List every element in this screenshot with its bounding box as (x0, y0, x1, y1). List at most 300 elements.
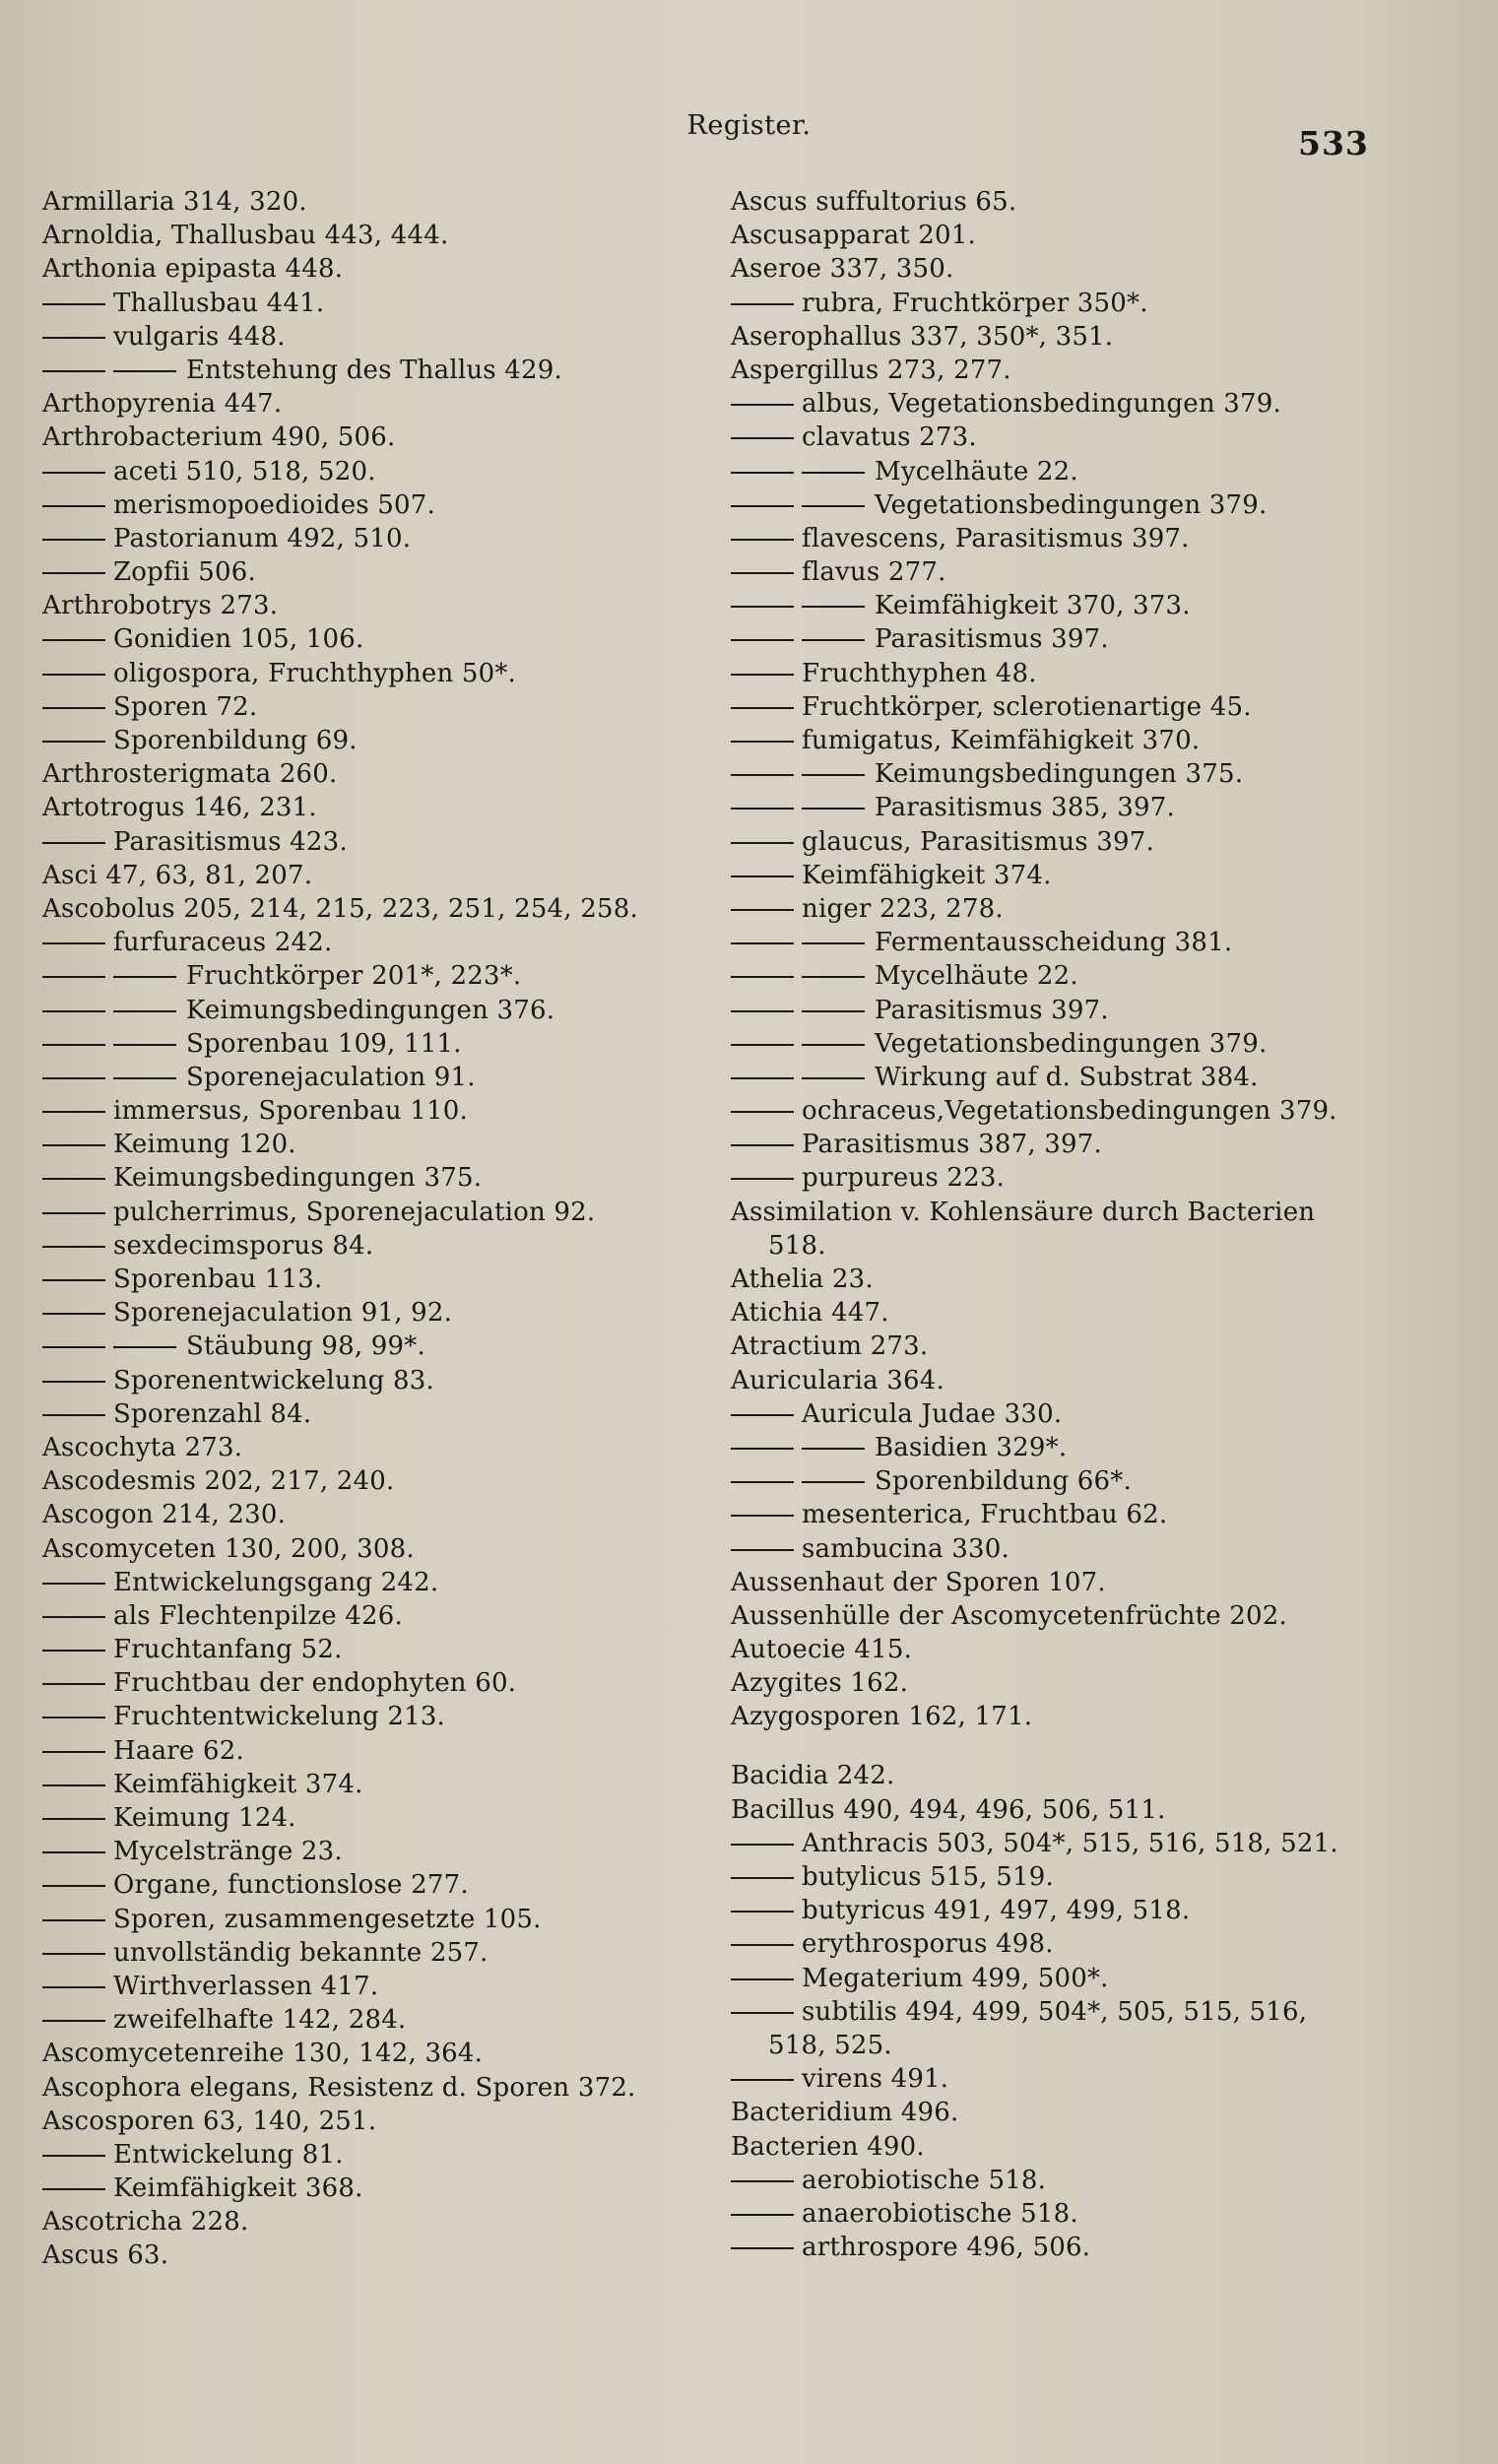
repeat-dash (802, 976, 865, 978)
index-entry (42, 657, 722, 690)
index-entry (731, 1431, 1479, 1464)
entry-text: niger 223, 278. (802, 893, 1004, 924)
index-entry (731, 1196, 1479, 1229)
entry-text: Keimfähigkeit 374. (802, 860, 1052, 890)
index-entry (731, 488, 1479, 522)
index-entry (42, 825, 722, 859)
repeat-dash (42, 1953, 105, 1955)
entry-text: Megaterium 499, 500*. (802, 1963, 1109, 1993)
entry-text: Sporenejaculation 91. (186, 1062, 476, 1092)
index-entry (731, 1161, 1479, 1195)
entry-text: flavescens, Parasitismus 397. (802, 523, 1190, 553)
entry-text: Pastorianum 492, 510. (113, 523, 412, 553)
entry-text: Gonidien 105, 106. (113, 624, 364, 655)
right-column (731, 185, 1479, 2264)
entry-text: ochraceus,Vegetationsbedingungen 379. (802, 1096, 1337, 1127)
entry-text: Ascogon 214, 230. (42, 1500, 287, 1530)
index-entry (42, 1196, 722, 1229)
left-column (42, 185, 722, 2273)
index-entry (731, 455, 1479, 488)
entry-text: oligospora, Fruchthyphen 50*. (113, 658, 517, 688)
index-entry (42, 1734, 722, 1768)
index-entry (42, 1835, 722, 1868)
index-entry (731, 1464, 1479, 1498)
repeat-dash (731, 741, 794, 743)
index-entry (731, 1229, 1479, 1263)
repeat-dash (731, 1414, 794, 1416)
index-entry (42, 959, 722, 993)
index-entry (42, 2172, 722, 2205)
index-entry (42, 1903, 722, 1936)
entry-text: Haare 62. (113, 1735, 244, 1766)
entry-text: rubra, Fruchtkörper 350*. (802, 288, 1148, 318)
index-entry (42, 1161, 722, 1195)
index-entry (42, 926, 722, 959)
entry-text: Keimfähigkeit 370, 373. (875, 591, 1191, 621)
entry-text: Azygosporen 162, 171. (731, 1702, 1033, 1732)
repeat-dash (42, 1381, 105, 1383)
index-entry (731, 724, 1479, 757)
repeat-dash (42, 1616, 105, 1618)
index-entry (731, 1633, 1479, 1666)
repeat-dash (731, 572, 794, 574)
index-entry (731, 1263, 1479, 1296)
index-entry (42, 488, 722, 522)
index-entry (731, 959, 1479, 993)
repeat-dash (42, 505, 105, 507)
index-entry (731, 2062, 1479, 2096)
index-entry (731, 994, 1479, 1027)
entry-text: Fermentausscheidung 381. (875, 928, 1233, 958)
index-entry (42, 1936, 722, 1970)
running-header: Register. (686, 110, 812, 141)
repeat-dash (42, 1313, 105, 1315)
repeat-dash (42, 1784, 105, 1786)
entry-text: Ascophora elegans, Resistenz d. Sporen 372. (42, 2072, 636, 2103)
index-entry (42, 354, 722, 387)
index-entry (42, 219, 722, 252)
page-number: 533 (1298, 124, 1369, 162)
entry-text: Fruchthyphen 48. (802, 658, 1037, 688)
repeat-dash (802, 505, 865, 507)
repeat-dash (802, 472, 865, 474)
repeat-dash (42, 976, 105, 978)
repeat-dash (42, 639, 105, 641)
index-entry (42, 252, 722, 286)
index-entry (42, 1768, 722, 1801)
index-entry (731, 1128, 1479, 1161)
repeat-dash (42, 1851, 105, 1853)
entry-text: Aseroe 337, 350. (731, 254, 954, 285)
entry-text: Auricularia 364. (731, 1365, 944, 1395)
entry-text: Ascus suffultorius 65. (731, 187, 1017, 217)
repeat-dash (731, 1515, 794, 1517)
entry-text: Parasitismus 423. (113, 826, 348, 857)
index-entry (731, 1827, 1479, 1860)
index-entry (731, 2231, 1479, 2264)
index-entry (731, 926, 1479, 959)
repeat-dash (42, 2155, 105, 2157)
index-entry (42, 421, 722, 454)
index-entry (42, 2205, 722, 2238)
index-entry (42, 522, 722, 555)
repeat-dash (42, 741, 105, 743)
repeat-dash (731, 1944, 794, 1946)
entry-text: clavatus 273. (802, 422, 977, 453)
repeat-dash (42, 1044, 105, 1046)
repeat-dash (731, 639, 794, 641)
entry-text: virens 491. (802, 2064, 949, 2095)
entry-text: Sporenentwickelung 83. (113, 1365, 434, 1395)
repeat-dash (42, 1010, 105, 1012)
entry-text: Atichia 447. (731, 1298, 889, 1329)
index-entry (731, 1498, 1479, 1531)
entry-text: Parasitismus 397. (875, 624, 1109, 655)
index-entry (42, 555, 722, 589)
entry-text: Fruchtentwickelung 213. (113, 1702, 446, 1732)
index-entry (42, 1801, 722, 1835)
repeat-dash (731, 2214, 794, 2216)
repeat-dash (731, 505, 794, 507)
index-entry (731, 1061, 1479, 1094)
repeat-dash (42, 1178, 105, 1180)
repeat-dash (113, 1010, 176, 1012)
entry-text: Vegetationsbedingungen 379. (875, 1028, 1268, 1059)
index-entry (731, 589, 1479, 622)
entry-text: Keimung 120. (113, 1130, 296, 1160)
entry-text: fumigatus, Keimfähigkeit 370. (802, 726, 1201, 755)
entry-text: vulgaris 448. (113, 321, 286, 352)
entry-text: Entwickelungsgang 242. (113, 1567, 439, 1597)
entry-text: zweifelhafte 142, 284. (113, 2005, 407, 2036)
entry-text: Aussenhülle der Ascomycetenfrüchte 202. (731, 1600, 1287, 1631)
repeat-dash (731, 1549, 794, 1551)
repeat-dash (42, 842, 105, 844)
entry-text: Arnoldia, Thallusbau 443, 444. (42, 221, 449, 251)
entry-text: Keimfähigkeit 374. (113, 1769, 363, 1799)
index-entry (42, 1464, 722, 1498)
entry-text: Entwickelung 81. (113, 2139, 344, 2170)
repeat-dash (731, 808, 794, 810)
entry-text: Anthracis 503, 504*, 515, 516, 518, 521. (802, 1828, 1338, 1858)
entry-text: merismopoedioides 507. (113, 489, 435, 520)
repeat-dash (42, 1144, 105, 1146)
entry-text: Ascomyceten 130, 200, 308. (42, 1533, 415, 1564)
repeat-dash (42, 1414, 105, 1416)
index-entry (731, 2130, 1479, 2164)
entry-text: arthrospore 496, 506. (802, 2233, 1091, 2263)
entry-text: Parasitismus 385, 397. (875, 793, 1175, 823)
repeat-dash (731, 437, 794, 439)
entry-text: erythrosporus 498. (802, 1929, 1054, 1960)
entry-text: Artotrogus 146, 231. (42, 793, 317, 823)
entry-text: pulcherrimus, Sporenejaculation 92. (113, 1197, 596, 1227)
index-entry (42, 892, 722, 926)
repeat-dash (731, 1877, 794, 1879)
index-entry (42, 1498, 722, 1531)
entry-text: als Flechtenpilze 426. (113, 1600, 403, 1631)
index-entry (731, 1894, 1479, 1927)
index-entry (731, 354, 1479, 387)
index-entry (731, 1599, 1479, 1633)
index-entry (731, 791, 1479, 824)
repeat-dash (731, 2079, 794, 2081)
entry-text: flavus 277. (802, 557, 946, 588)
repeat-dash (731, 1448, 794, 1450)
index-entry (731, 1364, 1479, 1397)
entry-text: butyricus 491, 497, 499, 518. (802, 1896, 1191, 1926)
entry-text: Basidien 329*. (875, 1432, 1068, 1462)
entry-text: Ascomycetenreihe 130, 142, 364. (42, 2039, 484, 2069)
repeat-dash (731, 707, 794, 709)
repeat-dash (731, 404, 794, 406)
repeat-dash (802, 774, 865, 776)
repeat-dash (731, 606, 794, 608)
repeat-dash (731, 774, 794, 776)
repeat-dash (113, 976, 176, 978)
entry-text: Keimungsbedingungen 375. (113, 1163, 483, 1194)
index-entry (42, 1633, 722, 1666)
index-entry (731, 690, 1479, 724)
repeat-dash (731, 303, 794, 305)
index-entry (731, 555, 1479, 589)
index-entry (42, 287, 722, 320)
index-entry (42, 1970, 722, 2003)
index-entry (42, 2071, 722, 2105)
entry-text: Autoecie 415. (731, 1635, 913, 1665)
repeat-dash (731, 1111, 794, 1113)
index-entry (731, 2029, 1479, 2062)
index-entry (731, 1027, 1479, 1061)
repeat-dash (731, 2247, 794, 2249)
repeat-dash (802, 639, 865, 641)
entry-text: Sporenbau 109, 111. (186, 1028, 462, 1059)
entry-text: Arthrobacterium 490, 506. (42, 422, 396, 453)
index-entry (42, 791, 722, 824)
entry-text: aceti 510, 518, 520. (113, 456, 376, 486)
repeat-dash (731, 1178, 794, 1180)
entry-text: anaerobiotische 518. (802, 2198, 1078, 2229)
repeat-dash (731, 976, 794, 978)
repeat-dash (113, 1077, 176, 1079)
repeat-dash (731, 1077, 794, 1079)
index-entry (42, 2105, 722, 2138)
index-entry (42, 1263, 722, 1296)
repeat-dash (802, 808, 865, 810)
entry-text: Fruchtkörper, sclerotienartige 45. (802, 691, 1252, 722)
index-entry (731, 1860, 1479, 1894)
entry-text: Ascodesmis 202, 217, 240. (42, 1466, 395, 1497)
entry-text: Sporenejaculation 91, 92. (113, 1298, 453, 1329)
index-entry (42, 1868, 722, 1902)
repeat-dash (731, 539, 794, 541)
entry-text: Azygites 162. (731, 1668, 909, 1699)
entry-text: Keimfähigkeit 368. (113, 2173, 363, 2204)
index-entry (731, 1666, 1479, 1700)
index-entry (42, 1397, 722, 1431)
index-entry (42, 724, 722, 757)
entry-text: Zopfii 506. (113, 557, 256, 588)
entry-text: Bacteridium 496. (731, 2098, 959, 2128)
entry-text: Ascusapparat 201. (731, 221, 976, 251)
repeat-dash (731, 1844, 794, 1846)
entry-text: butylicus 515, 519. (802, 1862, 1054, 1892)
index-entry (731, 657, 1479, 690)
entry-text: Ascobolus 205, 214, 215, 223, 251, 254, 258. (42, 893, 638, 924)
index-entry (731, 185, 1479, 219)
repeat-dash (42, 370, 105, 372)
repeat-dash (42, 707, 105, 709)
entry-text: 518. (768, 1230, 826, 1261)
entry-text: Bacillus 490, 494, 496, 506, 511. (731, 1794, 1166, 1825)
index-entry (731, 287, 1479, 320)
repeat-dash (42, 1650, 105, 1652)
index-entry (731, 2164, 1479, 2197)
repeat-dash (42, 1279, 105, 1281)
index-entry (42, 757, 722, 791)
entry-text: Entstehung des Thallus 429. (186, 355, 562, 385)
index-entry (731, 1397, 1479, 1431)
index-entry (42, 1431, 722, 1464)
repeat-dash (731, 2180, 794, 2182)
index-entry (731, 1793, 1479, 1827)
repeat-dash (113, 370, 176, 372)
index-entry (42, 185, 722, 219)
entry-text: unvollständig bekannte 257. (113, 1937, 488, 1968)
repeat-dash (42, 1583, 105, 1585)
repeat-dash (731, 942, 794, 944)
entry-text: Asci 47, 63, 81, 207. (42, 860, 313, 890)
entry-text: Keimung 124. (113, 1803, 296, 1833)
index-entry (731, 859, 1479, 892)
index-entry (42, 455, 722, 488)
index-entry (42, 1296, 722, 1329)
entry-text: 518, 525. (768, 2030, 892, 2060)
repeat-dash (42, 1111, 105, 1113)
entry-text: Assimilation v. Kohlensäure durch Bacterien (731, 1197, 1316, 1227)
index-entry (42, 2138, 722, 2172)
entry-text: Sporen, zusammengesetzte 105. (113, 1904, 542, 1934)
repeat-dash (113, 1044, 176, 1046)
index-entry (42, 1061, 722, 1094)
repeat-dash (42, 1751, 105, 1753)
repeat-dash (42, 674, 105, 676)
index-entry (42, 1666, 722, 1700)
repeat-dash (731, 674, 794, 676)
repeat-dash (731, 472, 794, 474)
entry-text: Parasitismus 397. (875, 995, 1109, 1025)
entry-text: immersus, Sporenbau 110. (113, 1096, 468, 1127)
entry-text: Sporenzahl 84. (113, 1398, 312, 1429)
index-entry (731, 622, 1479, 656)
repeat-dash (731, 1911, 794, 1913)
entry-text: Arthrobotrys 273. (42, 591, 279, 621)
entry-text: purpureus 223. (802, 1163, 1006, 1194)
index-entry (731, 1094, 1479, 1128)
repeat-dash (42, 1919, 105, 1921)
repeat-dash (802, 1481, 865, 1483)
index-entry (42, 1532, 722, 1566)
entry-text: Sporen 72. (113, 691, 258, 722)
repeat-dash (731, 1144, 794, 1146)
entry-text: Arthopyrenia 447. (42, 389, 283, 420)
entry-text: Ascus 63. (42, 2240, 169, 2271)
repeat-dash (731, 2012, 794, 2014)
entry-text: Aussenhaut der Sporen 107. (731, 1567, 1106, 1597)
entry-text: Bacidia 242. (731, 1761, 895, 1791)
entry-text: Organe, functionslose 277. (113, 1870, 469, 1901)
entry-text: Wirthverlassen 417. (113, 1971, 379, 2001)
repeat-dash (42, 942, 105, 944)
index-entry (731, 1759, 1479, 1792)
index-entry (42, 859, 722, 892)
repeat-dash (42, 337, 105, 339)
entry-text: albus, Vegetationsbedingungen 379. (802, 389, 1281, 420)
repeat-dash (42, 2188, 105, 2190)
entry-text: Ascosporen 63, 140, 251. (42, 2106, 377, 2136)
repeat-dash (731, 875, 794, 877)
repeat-dash (42, 539, 105, 541)
repeat-dash (42, 1683, 105, 1685)
entry-text: Vegetationsbedingungen 379. (875, 489, 1268, 520)
repeat-dash (113, 1346, 176, 1348)
repeat-dash (802, 942, 865, 944)
entry-text: Sporenbildung 69. (113, 726, 358, 755)
entry-text: Fruchtanfang 52. (113, 1635, 343, 1665)
entry-text: Mycelhäute 22. (875, 456, 1078, 486)
index-entry (42, 2037, 722, 2070)
entry-text: aerobiotische 518. (802, 2165, 1047, 2195)
repeat-dash (731, 1010, 794, 1012)
entry-text: glaucus, Parasitismus 397. (802, 826, 1155, 857)
entry-text: mesenterica, Fruchtbau 62. (802, 1500, 1168, 1530)
index-entry (42, 1094, 722, 1128)
repeat-dash (802, 1010, 865, 1012)
entry-text: Bacterien 490. (731, 2131, 925, 2162)
entry-text: Stäubung 98, 99*. (186, 1331, 425, 1362)
entry-text: Athelia 23. (731, 1264, 874, 1294)
repeat-dash (42, 572, 105, 574)
index-entry (42, 387, 722, 421)
index-entry (731, 320, 1479, 354)
repeat-dash (731, 1481, 794, 1483)
repeat-dash (42, 1986, 105, 1988)
repeat-dash (731, 1978, 794, 1980)
entry-text: sexdecimsporus 84. (113, 1230, 374, 1261)
index-entry (731, 387, 1479, 421)
repeat-dash (731, 1044, 794, 1046)
entry-text: Fruchtbau der endophyten 60. (113, 1668, 517, 1699)
entry-text: Arthrosterigmata 260. (42, 759, 338, 790)
repeat-dash (42, 1212, 105, 1214)
entry-text: Keimungsbedingungen 376. (186, 995, 555, 1025)
entry-text: Keimungsbedingungen 375. (875, 759, 1244, 790)
repeat-dash (42, 1246, 105, 1248)
repeat-dash (802, 606, 865, 608)
entry-text: furfuraceus 242. (113, 928, 333, 958)
repeat-dash (42, 1818, 105, 1820)
index-entry (42, 1229, 722, 1263)
index-entry (42, 1128, 722, 1161)
entry-text: Thallusbau 441. (113, 288, 325, 318)
repeat-dash (42, 1077, 105, 1079)
entry-text: Wirkung auf d. Substrat 384. (875, 1062, 1259, 1092)
entry-text: Parasitismus 387, 397. (802, 1130, 1102, 1160)
index-entry (731, 1927, 1479, 1961)
repeat-dash (731, 909, 794, 911)
entry-text: Ascochyta 273. (42, 1432, 243, 1462)
index-entry (731, 1566, 1479, 1599)
